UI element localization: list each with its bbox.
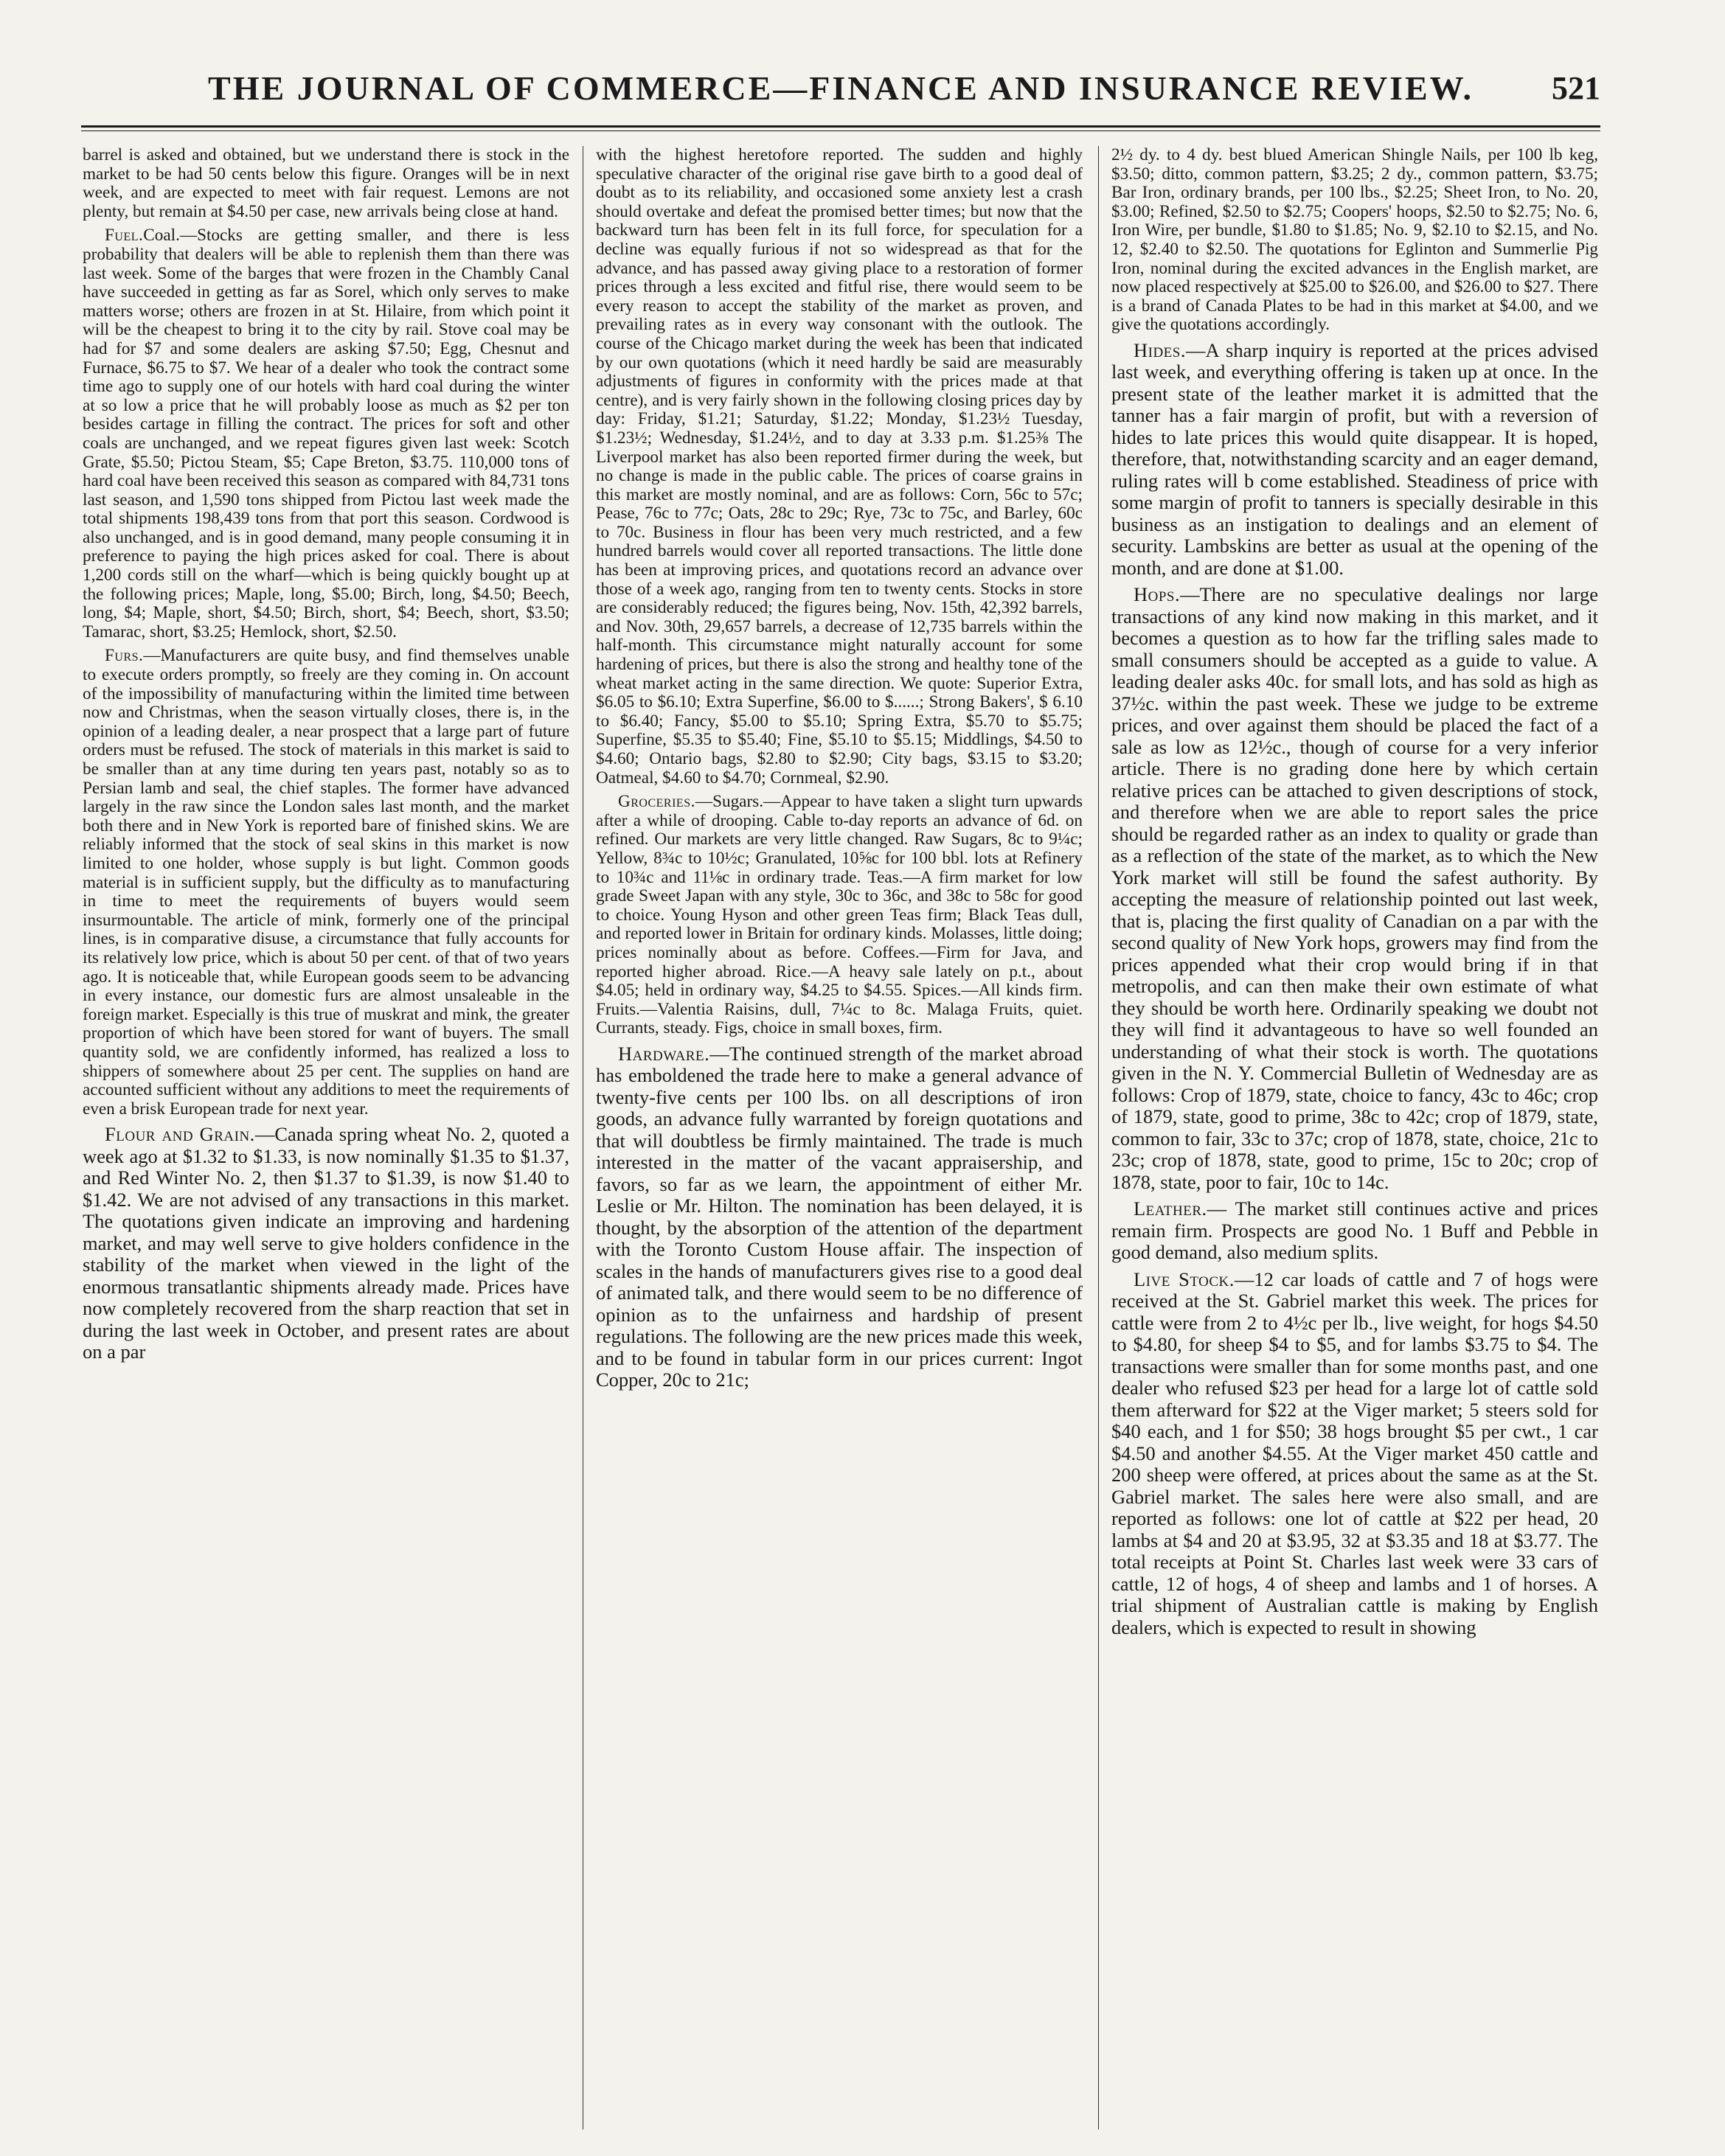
section-heading: Groceries. (618, 792, 695, 812)
section-heading: Fuel. (105, 226, 144, 246)
article-paragraph (596, 793, 1083, 1038)
article-paragraph (1111, 146, 1598, 335)
paragraph-text: —Sugars.—Appear to have taken a slight turn upwards after a while of drooping. Cable to-day reports an advance of 6d. on refined. Our markets are very little changed. Raw Sugars, 8c to 9¼c; Yellow, 8¾c to 10½c; Granulated, 10⅝c for 100 bbl. lots at Refinery to 10¾c and 11⅛c in ordinary trade. Teas.—A firm market for low grade Sweet Japan with any style, 30c to 36c, and 38c to 58c for good to choice. Young Hyson and other green Teas firm; Black Teas dull, and reported lower in Britain for ordinary kinds. Molasses, little doing; prices nominally about as before. Coffees.—Firm for Java, and reported higher abroad. Rice.—A heavy sale lately on p.t., about $4.05; held in ordinary way, $4.25 to $4.55. Spices.—All kinds firm. Fruits.—Valentia Raisins, dull, 7¼c to 8c. Malaga Fruits, quiet. Currants, steady. Figs, choice in small boxes, firm. (596, 792, 1083, 1038)
section-heading: Leather. (1134, 1197, 1207, 1220)
section-heading: Hardware. (618, 1042, 710, 1065)
paragraph-text: — The market still continues active and prices remain firm. Prospects are good No. 1 Buff and Pebble in good demand, also medium splits. (1111, 1197, 1598, 1264)
paragraph-text: —Manufacturers are quite busy, and find themselves unable to execute orders promptly, so freely are they coming in. On account of the impossibility of manufacturing within the limited time between now and Christmas, when the season virtually closes, there is, in the opinion of a leading dealer, a near prospect that a large part of future orders must be refused. The stock of materials in this market is said to be smaller than at any time during ten years past, notably so as to Persian lamb and seal, the chief staples. The former have advanced largely in the raw since the London sales last month, and the market both there and in New York is reported bare of finished skins. We are reliably informed that the stock of seal skins in this market is now limited to one holder, whose supply is but light. Common goods material is in sufficient supply, but the difficulty as to manufacturing in time to meet the requirements of buyers would seem insurmountable. The article of mink, formerly one of the principal lines, is in comparative disuse, a circumstance that fully accounts for its relatively low price, which is about 50 per cent. of that of two years ago. It is noticeable that, while European goods seem to be advancing in every instance, our domestic furs are almost unsaleable in the foreign market. Especially is this true of muskrat and mink, the greater proportion of which have been stored for want of buyers. The small quantity sold, we are confidently informed, has realized a loss to shippers of somewhere about 25 per cent. The supplies on hand are accounted sufficient without any additions to meet the requirements of even a brisk European trade for next year. (83, 646, 569, 1119)
article-paragraph (1111, 340, 1598, 580)
paragraph-text: —The continued strength of the market abroad has emboldened the trade here to make a general advance of twenty-five cents per 100 lbs. on all descriptions of iron goods, an advance fully warranted by foreign quotations and that will doubtless be firmly maintained. The trade is much interested in the matter of the vacant appraisership, and favors, so far as we learn, the appointment of either Mr. Leslie or Mr. Hilton. The nomination has been delayed, it is thought, by the absorption of the attention of the department with the Toronto Custom House affair. The inspection of scales in the hands of manufacturers gives rise to a good deal of animated talk, and there would seem to be no difference of opinion as to the unfairness and hardship of present regulations. The following are the new prices made this week, and to be found in tabular form in our prices current: Ingot Copper, 20c to 21c; (596, 1042, 1083, 1391)
page-number: 521 (1552, 70, 1600, 106)
paragraph-text: —There are no speculative dealings nor large transactions of any kind now making in this market, and it becomes a question as to how far the trifling sales made to small consumers should be accepted as a guide to value. A leading dealer asks 40c. for small lots, and has sold as high as 37½c. within the past week. These we judge to be extreme prices, and over against them should be placed the fact of a sale as low as 12½c., though of course for a very inferior article. There is no grading done here by which certain relative prices can be attached to given descriptions of stock, and therefore when we are able to report sales the price should be regarded rather as an index to quality or grade than as a reflection of the state of the market, as to which the New York market will still be found the safest authority. By accepting the measure of relationship pointed out last week, that is, placing the first quality of Canadian on a par with the second quality of New York hops, growers may find from the prices appended what their crop would bring if in that metropolis, and can then make their own estimate of what they should be worth here. Ordinarily speaking we doubt not they will find it advantageous to have so well founded an understanding of what their stock is worth. The quotations given in the N. Y. Commercial Bulletin of Wednesday are as follows: Crop of 1879, state, choice to fancy, 43c to 46c; crop of 1879, state, good to prime, 38c to 42c; crop of 1879, state, common to fair, 33c to 37c; crop of 1878, state, choice, 21c to 23c; crop of 1878, state, good to prime, 15c to 20c; crop of 1878, state, poor to fair, 10c to 14c. (1111, 583, 1598, 1193)
section-heading: Flour and Grain. (105, 1123, 255, 1146)
section-heading: Furs. (105, 646, 144, 666)
article-paragraph (83, 647, 569, 1119)
paragraph-text: with the highest heretofore reported. The sudden and highly speculative character of the original rise gave birth to a good deal of doubt as to its reliability, and occasioned some anxiety lest a crash should overtake and defeat the promised better times; but now that the backward turn has been felt in its full force, for speculation for a decline was equally furious if not so widespread as that for the advance, and has passed away giving place to a restoration of former prices through a less excited and fitful rise, there would seem to be every reason to accept the stability of the market as proven, and prevailing rates as in every way consonant with the outlook. The course of the Chicago market during the week has been that indicated by our own quotations (which it need hardly be said are measurably adjustments of figures in conformity with the prices made at that centre), and is very fairly shown in the following closing prices day by day: Friday, $1.21; Saturday, $1.22; Monday, $1.23½ Tuesday, $1.23½; Wednesday, $1.24½, and to day at 3.33 p.m. $1.25⅜ The Liverpool market has also been reported firmer during the week, but no change is made in the public cable. The prices of coarse grains in this market are mostly nominal, and are as follows: Corn, 56c to 57c; Pease, 76c to 77c; Oats, 28c to 29c; Rye, 73c to 75c, and Barley, 60c to 70c. Business in flour has been very much restricted, and a few hundred barrels would cover all reported transactions. The little done has been at improving prices, and quotations record an advance over those of a week ago, ranging from ten to twenty cents. Stocks in store are considerably reduced; the figures being, Nov. 15th, 42,392 barrels, and Nov. 30th, 29,657 barrels, a decrease of 12,735 barrels within the half-month. This circumstance might naturally account for some hardening of prices, but there is also the strong and healthy tone of the wheat market acting in the same direction. We quote: Superior Extra, $6.05 to $6.10; Extra Superfine, $6.00 to $......; Strong Bakers', $ 6.10 to $6.40; Fancy, $5.00 to $5.10; Spring Extra, $5.70 to $5.75; Superfine, $5.35 to $5.40; Fine, $5.10 to $5.15; Middlings, $4.50 to $4.60; Ontario bags, $2.80 to $2.90; City bags, $3.15 to $3.20; Oatmeal, $4.60 to $4.70; Cornmeal, $2.90. (596, 146, 1083, 787)
journal-title: THE JOURNAL OF COMMERCE—FINANCE AND INSURANCE REVIEW. (208, 69, 1474, 107)
column-1 (83, 146, 569, 2129)
page-header (81, 66, 1600, 111)
column-3 (1111, 146, 1598, 2129)
paragraph-text: Coal.—Stocks are getting smaller, and there is less probability that dealers will be able to replenish them than there was last week. Some of the barges that were frozen in the Chambly Canal have succeeded in getting as far as Sorel, which only serves to make matters worse; others are frozen in at St. Hilaire, from which point it will be the cheapest to bring it to the city by rail. Stove coal may be had for $7 and some dealers are asking $7.50; Egg, Chesnut and Furnace, $6.75 to $7. We hear of a dealer who took the contract some time ago to supply one of our hotels with hard coal during the winter at so low a price that he will probably loose as much as $2 per ton besides cartage in filling the contract. The prices for soft and other coals are unchanged, and we repeat figures given last week: Scotch Grate, $5.50; Pictou Steam, $5; Cape Breton, $3.75. 110,000 tons of hard coal have been received this season as compared with 84,731 tons last season, and 1,590 tons shipped from Pictou last week made the total shipments 198,439 tons from that port this season. Cordwood is also unchanged, and is in good demand, many people consuming it in preference to paying the high prices asked for coal. There is about 1,200 cords still on the wharf—which is being quickly bought up at the following prices; Maple, long, $5.00; Birch, long, $4.50; Beech, long, $4; Maple, short, $4.50; Birch, short, $4; Beech, short, $3.50; Tamarac, short, $3.25; Hemlock, short, $2.50. (83, 226, 569, 641)
header-rule (81, 125, 1600, 128)
paragraph-text: barrel is asked and obtained, but we understand there is stock in the market to be had 50 cents below this figure. Oranges will be in next week, and are expected to meet with fair request. Lemons are not plenty, but remain at $4.50 per case, new arrivals being close at hand. (83, 146, 569, 221)
article-paragraph (596, 146, 1083, 787)
article-paragraph (1111, 1198, 1598, 1264)
column-divider (1098, 146, 1099, 2129)
paragraph-text: —12 car loads of cattle and 7 of hogs were received at the St. Gabriel market this week. The prices for cattle were from 2 to 4½c per lb., live weight, for hogs $4.50 to $4.80, for sheep $4 to $5, and for lambs $3.75 to $4. The transactions were smaller than for some months past, and one dealer who refused $23 per head for a large lot of cattle sold them afterward for $22 at the Viger market; 5 steers sold for $40 each, and 1 for $50; 38 hogs brought $5 per cwt., 1 car $4.50 and another $4.55. At the Viger market 450 cattle and 200 sheep were offered, at prices about the same as at the St. Gabriel market. The sales here were also small, and are reported as follows: one lot of cattle at $22 per head, 20 lambs at $4 and 20 at $3.95, 32 at $3.35 and 18 at $3.77. The total receipts at Point St. Charles last week were 33 cars of cattle, 12 of hogs, 4 of sheep and lambs and 1 of horses. A trial shipment of Australian cattle is making by English dealers, which is expected to result in showing (1111, 1267, 1598, 1638)
article-paragraph (83, 146, 569, 221)
section-heading: Live Stock. (1134, 1267, 1235, 1290)
section-heading: Hops. (1134, 583, 1181, 606)
article-paragraph (596, 1043, 1083, 1391)
article-paragraph (1111, 584, 1598, 1193)
paragraph-text: 2½ dy. to 4 dy. best blued American Shingle Nails, per 100 lb keg, $3.50; ditto, common pattern, $3.25; 2 dy., common pattern, $3.75; Bar Iron, ordinary brands, per 100 lbs., $2.25; Sheet Iron, to No. 20, $3.00; Refined, $2.50 to $2.75; Coopers' hoops, $2.50 to $2.75; No. 6, Iron Wire, per bundle, $1.80 to $1.85; No. 9, $2.10 to $2.15, and No. 12, $2.40 to $2.50. The quotations for Eglinton and Summerlie Pig Iron, nominal during the excited advances in the English market, are now placed respectively at $25.00 to $26.00, and $26.00 to $27. There is a brand of Canada Plates to be had in this market at $4.00, and we give the quotations accordingly. (1111, 146, 1598, 335)
paragraph-text: —A sharp inquiry is reported at the prices advised last week, and everything offering is taken up at once. In the present state of the leather market it is admitted that the tanner has a fair margin of profit, but with a reversion of hides to late prices this would quite disappear. It is hoped, therefore, that, notwithstanding scarcity and an eager demand, ruling rates will b come established. Steadiness of price with some margin of profit to tanners is specially desirable in this business as an instigation to dealings and an element of security. Lambskins are better as usual at the opening of the month, and are done at $1.00. (1111, 338, 1598, 579)
column-2 (596, 146, 1083, 2129)
article-paragraph (83, 226, 569, 641)
paragraph-text: —Canada spring wheat No. 2, quoted a week ago at $1.32 to $1.33, is now nominally $1.35 to $1.37, and Red Winter No. 2, then $1.37 to $1.39, is now $1.40 to $1.42. We are not advised of any transactions in this market. The quotations given indicate an improving and hardening market, and may well serve to give holders confidence in the stability of the market when viewed in the light of the enormous transatlantic shipments already made. Prices have now completely recovered from the sharp reaction that set in during the last week in October, and present rates are about on a par (83, 1123, 569, 1363)
section-heading: Hides. (1134, 338, 1186, 361)
article-paragraph (1111, 1269, 1598, 1639)
article-paragraph (83, 1124, 569, 1363)
